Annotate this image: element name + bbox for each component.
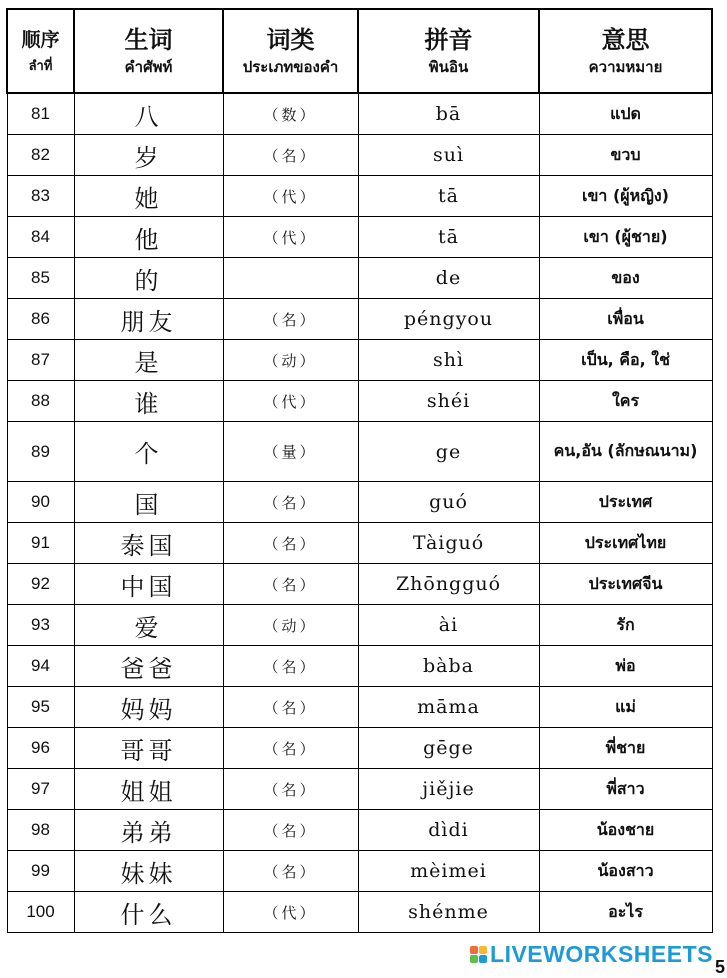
word-type-cell: （量） [223, 422, 358, 482]
meaning-cell: ของ [539, 258, 712, 299]
liveworksheets-mark-icon [470, 946, 487, 963]
header-order [7, 9, 74, 93]
header-word-type-zh: 词类 [266, 25, 315, 54]
table-row [7, 646, 712, 687]
pinyin-cell: gēge [358, 728, 539, 769]
logo-square [479, 946, 487, 954]
table-row [7, 523, 712, 564]
header-pinyin-th: พินอิน [428, 58, 469, 76]
table-row [7, 851, 712, 892]
word-type-cell: （名） [223, 135, 358, 176]
pinyin-cell: bā [358, 93, 539, 135]
meaning-cell: ขวบ [539, 135, 712, 176]
word-cell: 岁 [74, 135, 223, 176]
word-cell: 八 [74, 93, 223, 135]
word-cell: 个 [74, 422, 223, 482]
table-row [7, 605, 712, 646]
pinyin-cell: péngyou [358, 299, 539, 340]
meaning-cell: แปด [539, 93, 712, 135]
header-word-type-th: ประเภทของคำ [242, 58, 339, 76]
meaning-cell: เขา (ผู้ชาย) [539, 217, 712, 258]
header-word [74, 9, 223, 93]
word-cell: 她 [74, 176, 223, 217]
word-type-cell: （名） [223, 523, 358, 564]
word-type-cell: （代） [223, 381, 358, 422]
header-meaning-zh: 意思 [601, 25, 650, 54]
pinyin-cell: guó [358, 482, 539, 523]
word-cell: 姐姐 [74, 769, 223, 810]
word-type-cell: （代） [223, 217, 358, 258]
word-cell: 朋友 [74, 299, 223, 340]
order-cell: 91 [7, 523, 74, 564]
pinyin-cell: tā [358, 176, 539, 217]
table-row [7, 422, 712, 482]
order-cell: 86 [7, 299, 74, 340]
pinyin-cell: shénme [358, 892, 539, 933]
word-type-cell: （动） [223, 605, 358, 646]
word-cell: 是 [74, 340, 223, 381]
vocabulary-table [6, 8, 713, 933]
pinyin-cell: tā [358, 217, 539, 258]
meaning-cell: เป็น, คือ, ใช่ [539, 340, 712, 381]
header-meaning-th: ความหมาย [588, 58, 663, 76]
word-cell: 他 [74, 217, 223, 258]
word-cell: 的 [74, 258, 223, 299]
order-cell: 95 [7, 687, 74, 728]
meaning-cell: ประเทศ [539, 482, 712, 523]
word-type-cell: （名） [223, 482, 358, 523]
table-row [7, 564, 712, 605]
pinyin-cell: jiějie [358, 769, 539, 810]
pinyin-cell: māma [358, 687, 539, 728]
word-type-cell: （名） [223, 299, 358, 340]
order-cell: 84 [7, 217, 74, 258]
liveworksheets-wordmark: LIVEWORKSHEETS [490, 941, 713, 967]
pinyin-cell: ài [358, 605, 539, 646]
order-cell: 90 [7, 482, 74, 523]
header-order-th: ลำที่ [28, 59, 53, 74]
order-cell: 92 [7, 564, 74, 605]
meaning-cell: ใคร [539, 381, 712, 422]
table-row [7, 299, 712, 340]
pinyin-cell: de [358, 258, 539, 299]
meaning-cell: เขา (ผู้หญิง) [539, 176, 712, 217]
order-cell: 97 [7, 769, 74, 810]
pinyin-cell: mèimei [358, 851, 539, 892]
word-cell: 什么 [74, 892, 223, 933]
pinyin-cell: bàba [358, 646, 539, 687]
pinyin-cell: dìdi [358, 810, 539, 851]
header-word-th: คำศัพท์ [124, 58, 173, 76]
word-type-cell: （名） [223, 687, 358, 728]
word-type-cell: （名） [223, 851, 358, 892]
table-row [7, 769, 712, 810]
header-pinyin [358, 9, 539, 93]
pinyin-cell: shì [358, 340, 539, 381]
order-cell: 87 [7, 340, 74, 381]
meaning-cell: พี่ชาย [539, 728, 712, 769]
order-cell: 96 [7, 728, 74, 769]
word-cell: 爱 [74, 605, 223, 646]
pinyin-cell: ge [358, 422, 539, 482]
order-cell: 83 [7, 176, 74, 217]
word-cell: 哥哥 [74, 728, 223, 769]
table-header [7, 9, 712, 93]
order-cell: 93 [7, 605, 74, 646]
meaning-cell: น้องสาว [539, 851, 712, 892]
order-cell: 85 [7, 258, 74, 299]
table-row [7, 93, 712, 135]
table-row [7, 217, 712, 258]
word-cell: 泰国 [74, 523, 223, 564]
word-cell: 中国 [74, 564, 223, 605]
word-type-cell: （名） [223, 646, 358, 687]
word-type-cell: （代） [223, 176, 358, 217]
word-cell: 爸爸 [74, 646, 223, 687]
header-row [7, 9, 712, 93]
word-type-cell: （名） [223, 769, 358, 810]
header-pinyin-zh: 拼音 [424, 25, 473, 54]
meaning-cell: น้องชาย [539, 810, 712, 851]
table-row [7, 810, 712, 851]
pinyin-cell: shéi [358, 381, 539, 422]
header-order-zh: 顺序 [21, 29, 60, 51]
word-type-cell: （名） [223, 564, 358, 605]
header-word-type [223, 9, 358, 93]
table-body [7, 93, 712, 933]
meaning-cell: พี่สาว [539, 769, 712, 810]
order-cell: 82 [7, 135, 74, 176]
logo-square [479, 955, 487, 963]
meaning-cell: อะไร [539, 892, 712, 933]
order-cell: 98 [7, 810, 74, 851]
pinyin-cell: suì [358, 135, 539, 176]
meaning-cell: ประเทศไทย [539, 523, 712, 564]
order-cell: 89 [7, 422, 74, 482]
meaning-cell: ประเทศจีน [539, 564, 712, 605]
table-row [7, 482, 712, 523]
word-type-cell: （名） [223, 810, 358, 851]
table-row [7, 687, 712, 728]
meaning-cell: รัก [539, 605, 712, 646]
word-cell: 谁 [74, 381, 223, 422]
order-cell: 94 [7, 646, 74, 687]
word-type-cell [223, 258, 358, 299]
pinyin-cell: Zhōngguó [358, 564, 539, 605]
word-type-cell: （代） [223, 892, 358, 933]
order-cell: 81 [7, 93, 74, 135]
order-cell: 88 [7, 381, 74, 422]
page-number: 5 [714, 957, 725, 977]
meaning-cell: คน,อัน (ลักษณนาม) [539, 422, 712, 482]
logo-square [470, 955, 478, 963]
table-row [7, 728, 712, 769]
meaning-cell: เพื่อน [539, 299, 712, 340]
header-meaning [539, 9, 712, 93]
logo-square [470, 946, 478, 954]
word-cell: 弟弟 [74, 810, 223, 851]
table-row [7, 176, 712, 217]
word-cell: 妈妈 [74, 687, 223, 728]
table-row [7, 258, 712, 299]
table-row [7, 340, 712, 381]
order-cell: 99 [7, 851, 74, 892]
word-type-cell: （名） [223, 728, 358, 769]
pinyin-cell: Tàiguó [358, 523, 539, 564]
word-cell: 妹妹 [74, 851, 223, 892]
table-row [7, 135, 712, 176]
table-row [7, 381, 712, 422]
word-cell: 国 [74, 482, 223, 523]
header-word-zh: 生词 [124, 25, 173, 54]
table-row [7, 892, 712, 933]
word-type-cell: （动） [223, 340, 358, 381]
order-cell: 100 [7, 892, 74, 933]
word-type-cell: （数） [223, 93, 358, 135]
meaning-cell: พ่อ [539, 646, 712, 687]
meaning-cell: แม่ [539, 687, 712, 728]
liveworksheets-logo [470, 941, 713, 968]
